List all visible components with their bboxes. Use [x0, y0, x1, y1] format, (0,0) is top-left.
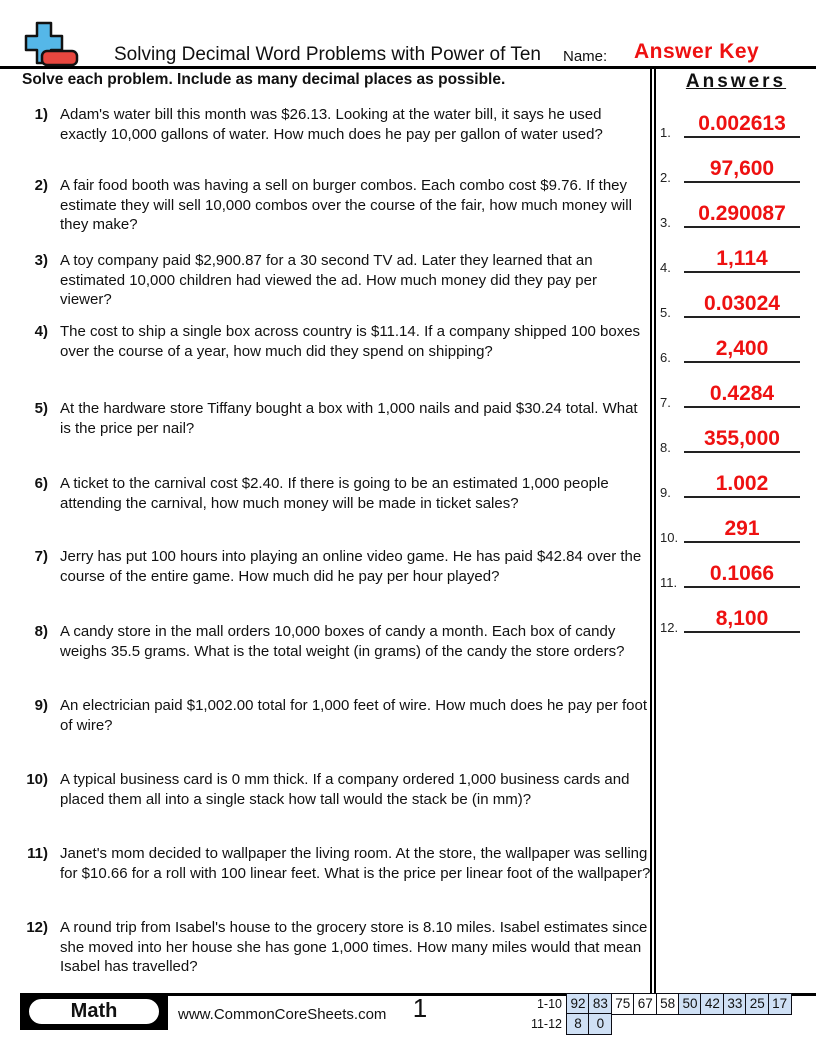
- answer-number: 4.: [660, 260, 671, 275]
- problem-5: [10, 399, 652, 438]
- problem-number: 6): [34, 475, 48, 492]
- name-label: Name:: [563, 48, 608, 65]
- problem-12: [10, 918, 652, 977]
- answer-blank-line: [684, 586, 800, 588]
- problem-text: A typical business card is 0 mm thick. If a company ordered 1,000 business cards and placed them all into a single stack how tall would the stack be (in mm)?: [60, 771, 630, 808]
- score-cell: 67: [633, 993, 657, 1015]
- answer-blank-line: [684, 136, 800, 138]
- page-number: 1: [412, 993, 428, 1023]
- answer-12: [656, 601, 816, 633]
- answer-blank-line: [684, 316, 800, 318]
- score-row-11-12: [524, 1013, 792, 1035]
- answer-value: 97,600: [709, 157, 775, 180]
- answer-number: 10.: [660, 530, 679, 545]
- problem-11: [10, 844, 652, 883]
- problem-number: 5): [34, 400, 48, 417]
- score-cell: 42: [700, 993, 724, 1015]
- problem-text: A candy store in the mall orders 10,000 boxes of candy a month. Each box of candy weighs 35.5 grams. What is the total weight (in grams) of the candy the store orders?: [60, 623, 625, 660]
- answer-value: 0.4284: [709, 382, 775, 405]
- problem-text: The cost to ship a single box across country is $11.14. If a company shipped 100 boxes over the course of a year, how much did they spend on shipping?: [60, 323, 641, 360]
- answer-2: [656, 151, 816, 183]
- problem-number: 9): [34, 697, 48, 714]
- header-divider: [0, 66, 816, 69]
- problem-number: 2): [34, 177, 48, 194]
- answer-blank-line: [684, 361, 800, 363]
- score-row-label: 1-10: [536, 997, 562, 1011]
- score-cell: 0: [588, 1013, 612, 1035]
- problem-text: At the hardware store Tiffany bought a box with 1,000 nails and paid $30.24 total. What is the price per nail?: [60, 400, 638, 437]
- score-reference-table: [524, 993, 792, 1035]
- score-cell: 25: [745, 993, 769, 1015]
- answer-6: [656, 331, 816, 363]
- answer-value: 8,100: [715, 607, 769, 630]
- answer-value: 2,400: [715, 337, 769, 360]
- answer-number: 11.: [660, 575, 678, 590]
- answer-value: 0.03024: [704, 292, 780, 315]
- score-cell: 92: [566, 993, 590, 1015]
- math-badge: [20, 993, 168, 1030]
- answer-key-text: Answer Key: [634, 40, 760, 63]
- problem-1: [10, 105, 652, 144]
- problem-number: 4): [34, 323, 48, 340]
- answer-blank-line: [684, 541, 800, 543]
- answer-11: [656, 556, 816, 588]
- problem-text: Adam's water bill this month was $26.13. Looking at the water bill, it says he used exactly 10,000 gallons of water. How much does he pay per gallon of water used?: [60, 106, 603, 143]
- answer-9: [656, 466, 816, 498]
- problem-number: 10): [26, 771, 48, 788]
- answer-4: [656, 241, 816, 273]
- answer-number: 8.: [660, 440, 671, 455]
- score-cell: 75: [611, 993, 635, 1015]
- answer-value: 0.1066: [709, 562, 775, 585]
- answer-1: [656, 106, 816, 138]
- problem-6: [10, 474, 652, 513]
- problem-8: [10, 622, 652, 661]
- problem-text: A round trip from Isabel's house to the grocery store is 8.10 miles. Isabel estimates since she moved into her house she has gone 1,000 times. How many miles would that mean Isabel has travelled?: [60, 919, 648, 975]
- answer-value: 291: [724, 517, 760, 540]
- problem-text: Jerry has put 100 hours into playing an online video game. He has paid $42.84 over the course of the entire game. How much did he pay per hour played?: [60, 548, 642, 585]
- answer-value: 1.002: [715, 472, 769, 495]
- answer-number: 5.: [660, 305, 671, 320]
- answer-5: [656, 286, 816, 318]
- answer-3: [656, 196, 816, 228]
- answer-value: 0.002613: [698, 112, 786, 135]
- answer-blank-line: [684, 406, 800, 408]
- score-cell: 33: [723, 993, 747, 1015]
- problem-text: A ticket to the carnival cost $2.40. If there is going to be an estimated 1,000 people attending the carnival, how much money will be made in ticket sales?: [60, 475, 609, 512]
- page-title: Solving Decimal Word Problems with Power of Ten: [114, 44, 541, 65]
- problem-text: A fair food booth was having a sell on burger combos. Each combo cost $9.76. If they estimate they will sell 10,000 combos over the course of the fair, how much money will they make?: [60, 177, 632, 233]
- answer-7: [656, 376, 816, 408]
- score-cell: 50: [678, 993, 702, 1015]
- score-cell: 17: [768, 993, 792, 1015]
- problem-text: A toy company paid $2,900.87 for a 30 second TV ad. Later they learned that an estimated 10,000 children had viewed the ad. How much money did they pay per viewer?: [60, 252, 597, 308]
- problem-7: [10, 547, 652, 586]
- score-row-label: 11-12: [530, 1017, 562, 1032]
- score-cell: 83: [588, 993, 612, 1015]
- answer-number: 12.: [660, 620, 679, 635]
- problem-number: 11): [27, 845, 48, 862]
- website-link[interactable]: www.CommonCoreSheets.com: [178, 1006, 387, 1023]
- answer-number: 3.: [660, 215, 671, 230]
- problem-number: 1): [34, 106, 48, 123]
- answer-8: [656, 421, 816, 453]
- answers-heading: Answers: [685, 71, 787, 92]
- answer-number: 7.: [660, 395, 671, 410]
- instructions-text: Solve each problem. Include as many decimal places as possible.: [22, 71, 506, 88]
- answer-value: 0.290087: [698, 202, 786, 225]
- answer-value: 355,000: [704, 427, 780, 450]
- score-row-1-10: [524, 993, 792, 1015]
- score-cell: 58: [656, 993, 680, 1015]
- answer-blank-line: [684, 631, 800, 633]
- math-badge-label: Math: [27, 997, 161, 1026]
- answer-blank-line: [684, 181, 800, 183]
- answer-number: 2.: [660, 170, 671, 185]
- problem-number: 3): [34, 252, 48, 269]
- problem-number: 8): [34, 623, 48, 640]
- answer-10: [656, 511, 816, 543]
- problem-text: Janet's mom decided to wallpaper the living room. At the store, the wallpaper was selling for $10.66 for a roll with 100 linear feet. What is the price per linear foot of the wallpaper?: [60, 845, 651, 882]
- problem-text: An electrician paid $1,002.00 total for 1,000 feet of wire. How much does he pay per foot of wire?: [60, 697, 648, 734]
- answer-number: 1.: [660, 125, 671, 140]
- answer-blank-line: [684, 496, 800, 498]
- problem-4: [10, 322, 652, 361]
- score-cell: 8: [566, 1013, 590, 1035]
- answer-blank-line: [684, 271, 800, 273]
- plus-minus-math-icon: [24, 20, 80, 68]
- answer-value: 1,114: [716, 247, 768, 270]
- problem-2: [10, 176, 652, 235]
- problem-10: [10, 770, 652, 809]
- problem-3: [10, 251, 652, 310]
- answer-number: 9.: [660, 485, 671, 500]
- answer-blank-line: [684, 226, 800, 228]
- answer-number: 6.: [660, 350, 671, 365]
- problem-number: 7): [34, 548, 48, 565]
- answer-blank-line: [684, 451, 800, 453]
- problem-9: [10, 696, 652, 735]
- problem-number: 12): [26, 919, 48, 936]
